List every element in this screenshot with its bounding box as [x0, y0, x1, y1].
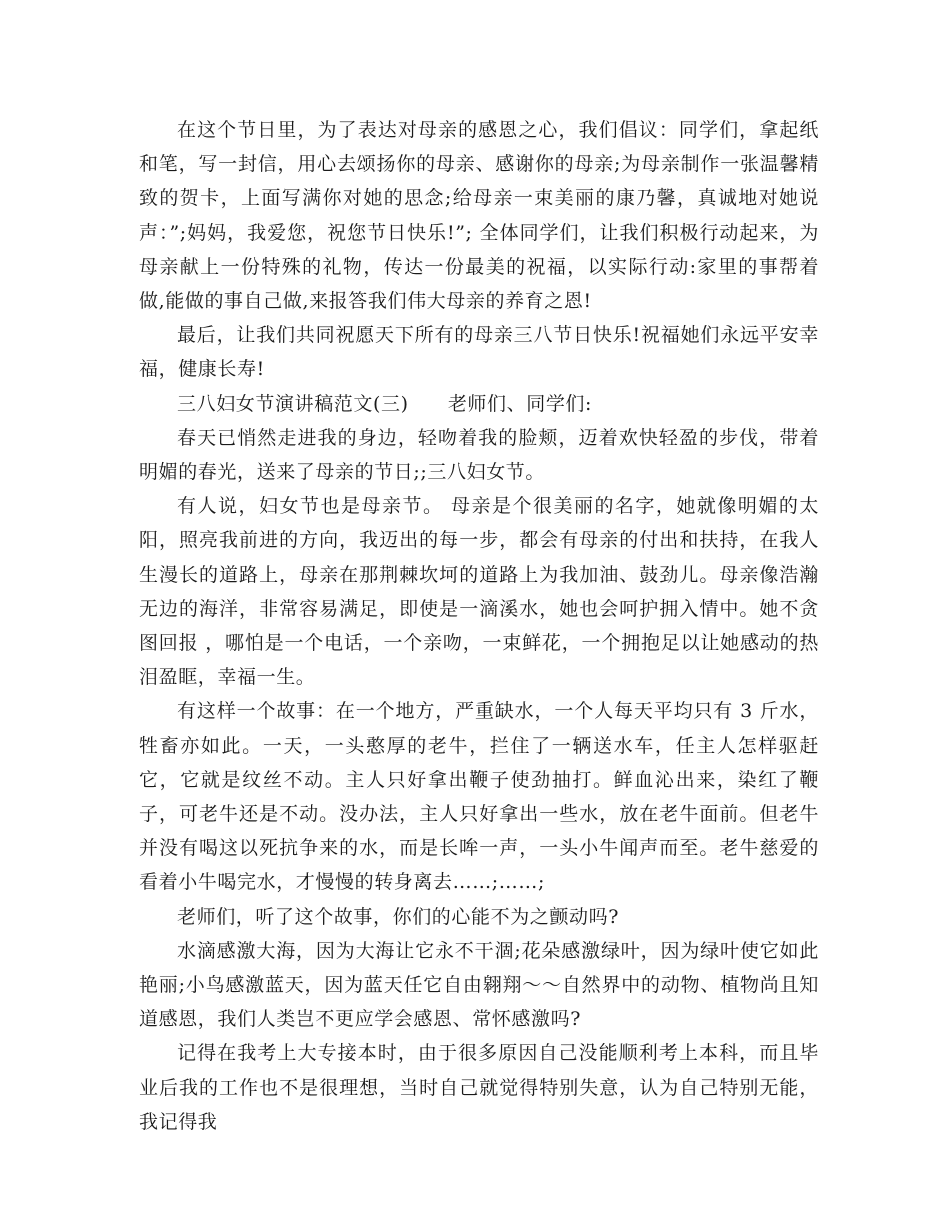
paragraph: 春天已悄然走进我的身边，轻吻着我的脸颊，迈着欢快轻盈的步伐，带着明媚的春光，送来了母亲的节日;;三八妇女节。	[139, 426, 819, 484]
paragraph: 记得在我考上大专接本时，由于很多原因自己没能顺利考上本科，而且毕业后我的工作也不是很理想，当时自己就觉得特别失意，认为自己特别无能，我记得我	[139, 1042, 819, 1133]
document-body	[139, 113, 819, 1139]
paragraph: 老师们，听了这个故事，你们的心能不为之颤动吗?	[177, 905, 619, 928]
paragraph: 在这个节日里，为了表达对母亲的感恩之心，我们倡议：同学们，拿起纸和笔，写一封信，用心去颂扬你的母亲、感谢你的母亲;为母亲制作一张温馨精致的贺卡，上面写满你对她的思念;给母亲一束美丽的康乃馨，真诚地对她说声：”;妈妈，我爱您，祝您节日快乐!”; 全体同学们，让我们积极行动起来，为母亲献上一份特殊的礼物，传达一份最美的祝福，以实际行动:家里的事帮着做,能做的事自己做,来报答我们伟大母亲的养育之恩!	[139, 119, 819, 313]
paragraph: 有人说，妇女节也是母亲节。 母亲是个很美丽的名字，她就像明媚的太阳，照亮我前进的方向，我迈出的每一步，都会有母亲的付出和扶持，在我人生漫长的道路上，母亲在那荆棘坎坷的道路上为我加油、鼓劲儿。母亲像浩瀚无边的海洋，非常容易满足，即使是一滴溪水，她也会呵护拥入情中。她不贪图回报 ，哪怕是一个电话，一个亲吻，一束鲜花，一个拥抱足以让她感动的热泪盈眶，幸福一生。	[139, 495, 819, 689]
paragraph: 最后，让我们共同祝愿天下所有的母亲三八节日快乐!祝福她们永远平安幸福，健康长寿!	[139, 324, 819, 381]
section-heading: 三八妇女节演讲稿范文(三) 老师们、同学们:	[177, 392, 593, 415]
paragraph: 有这样一个故事：在一个地方，严重缺水，一个人每天平均只有 3 斤水，牲畜亦如此。一天，一头憨厚的老牛，拦住了一辆送水车，任主人怎样驱赶它，它就是纹丝不动。主人只好拿出鞭子使劲抽打。鲜血沁出来，染红了鞭子，可老牛还是不动。没办法，主人只好拿出一些水，放在老牛面前。但老牛并没有喝这以死抗争来的水，而是长哞一声，一头小牛闻声而至。老牛慈爱的看着小牛喝完水，才慢慢的转身离去……;……;	[139, 700, 819, 894]
paragraph: 水滴感激大海，因为大海让它永不干涸;花朵感激绿叶，因为绿叶使它如此艳丽;小鸟感激蓝天，因为蓝天任它自由翱翔～～自然界中的动物、植物尚且知道感恩，我们人类岂不更应学会感恩、常怀感激吗?	[139, 939, 819, 1031]
